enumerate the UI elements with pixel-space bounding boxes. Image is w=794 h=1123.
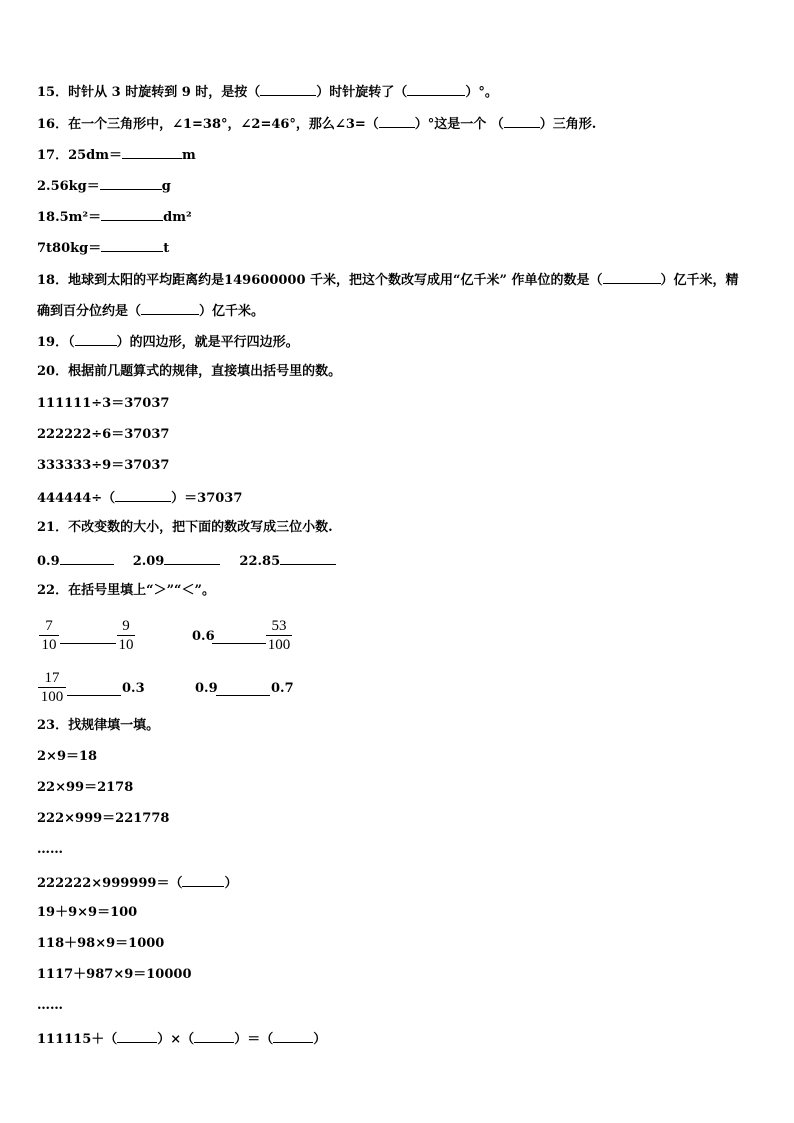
answer-blank[interactable] xyxy=(60,552,114,565)
decimal-value: 0.6 xyxy=(192,629,215,644)
answer-blank[interactable] xyxy=(122,146,182,159)
fraction: 7 10 xyxy=(39,618,59,653)
equation: 118＋98×9＝1000 xyxy=(37,936,165,951)
answer-blank[interactable] xyxy=(182,874,224,887)
equation: 333333÷9＝37037 xyxy=(37,458,170,473)
answer-blank[interactable] xyxy=(280,552,336,565)
equation: 222×999＝221778 xyxy=(37,811,170,826)
ellipsis: …… xyxy=(37,842,63,857)
equation: 1117＋987×9＝10000 xyxy=(37,967,192,982)
answer-blank[interactable] xyxy=(194,1030,234,1043)
decimal-value: 0.7 xyxy=(271,681,294,696)
question-19: 19．（ ）的四边形，就是平行四边形。 xyxy=(37,335,299,350)
answer-blank[interactable] xyxy=(101,239,163,252)
decimal-value: 0.9 xyxy=(195,681,218,696)
answer-blank[interactable] xyxy=(101,208,163,221)
answer-blank[interactable] xyxy=(164,552,220,565)
answer-blank[interactable] xyxy=(603,271,661,284)
answer-blank[interactable] xyxy=(212,643,266,644)
question-17-line-4: 7t80kg＝ t xyxy=(37,241,170,256)
question-22-title: 22．在括号里填上“＞”“＜”。 xyxy=(37,583,216,598)
answer-blank[interactable] xyxy=(117,1030,157,1043)
question-21-items: 0.9 2.09 22.85 xyxy=(37,552,336,570)
decimal-value: 0.3 xyxy=(122,681,145,696)
equation: 22×99＝2178 xyxy=(37,780,134,795)
question-20-title: 20．根据前几题算式的规律，直接填出括号里的数。 xyxy=(37,364,342,379)
question-16: 16．在一个三角形中，∠1=38°，∠2=46°，那么∠3=（ ）°这是一个 （ ）三角形. xyxy=(37,117,597,132)
question-17-line-1: 17．25dm＝ m xyxy=(37,148,196,163)
question-18-line-2: 确到百分位约是（ ）亿千米。 xyxy=(37,304,265,319)
answer-blank[interactable] xyxy=(504,115,540,128)
answer-blank[interactable] xyxy=(273,1030,313,1043)
fraction: 53 100 xyxy=(267,618,291,653)
equation: 222222÷6＝37037 xyxy=(37,427,170,442)
answer-blank[interactable] xyxy=(216,695,270,696)
equation: 111111÷3＝37037 xyxy=(37,396,170,411)
answer-blank[interactable] xyxy=(407,83,465,96)
question-21-title: 21．不改变数的大小，把下面的数改写成三位小数. xyxy=(37,520,333,535)
answer-blank[interactable] xyxy=(379,115,415,128)
fraction: 9 10 xyxy=(118,618,134,653)
equation: 444444÷（ ）＝37037 xyxy=(37,491,243,506)
question-15: 15．时针从 3 时旋转到 9 时，是按（ ）时针旋转了（ ）°。 xyxy=(37,85,498,100)
question-17-line-3: 18.5m²＝ dm² xyxy=(37,210,192,225)
answer-blank[interactable] xyxy=(141,302,199,315)
answer-blank[interactable] xyxy=(60,643,116,644)
equation: 19＋9×9＝100 xyxy=(37,905,138,920)
question-17-line-2: 2.56kg＝ g xyxy=(37,179,171,194)
ellipsis: …… xyxy=(37,998,63,1013)
equation: 111115＋（ ）×（ ）＝（ ） xyxy=(37,1032,327,1047)
equation: 222222×999999＝（ ） xyxy=(37,876,238,891)
answer-blank[interactable] xyxy=(115,489,171,502)
question-18-line-1: 18．地球到太阳的平均距离约是149600000 千米，把这个数改写成用“亿千米” 作单位的数是（ ）亿千米，精 xyxy=(37,273,739,288)
question-23-title: 23．找规律填一填。 xyxy=(37,718,160,733)
equation: 2×9＝18 xyxy=(37,749,98,764)
answer-blank[interactable] xyxy=(260,83,316,96)
answer-blank[interactable] xyxy=(75,333,117,346)
answer-blank[interactable] xyxy=(67,695,121,696)
fraction: 17 100 xyxy=(38,670,66,705)
answer-blank[interactable] xyxy=(100,177,162,190)
